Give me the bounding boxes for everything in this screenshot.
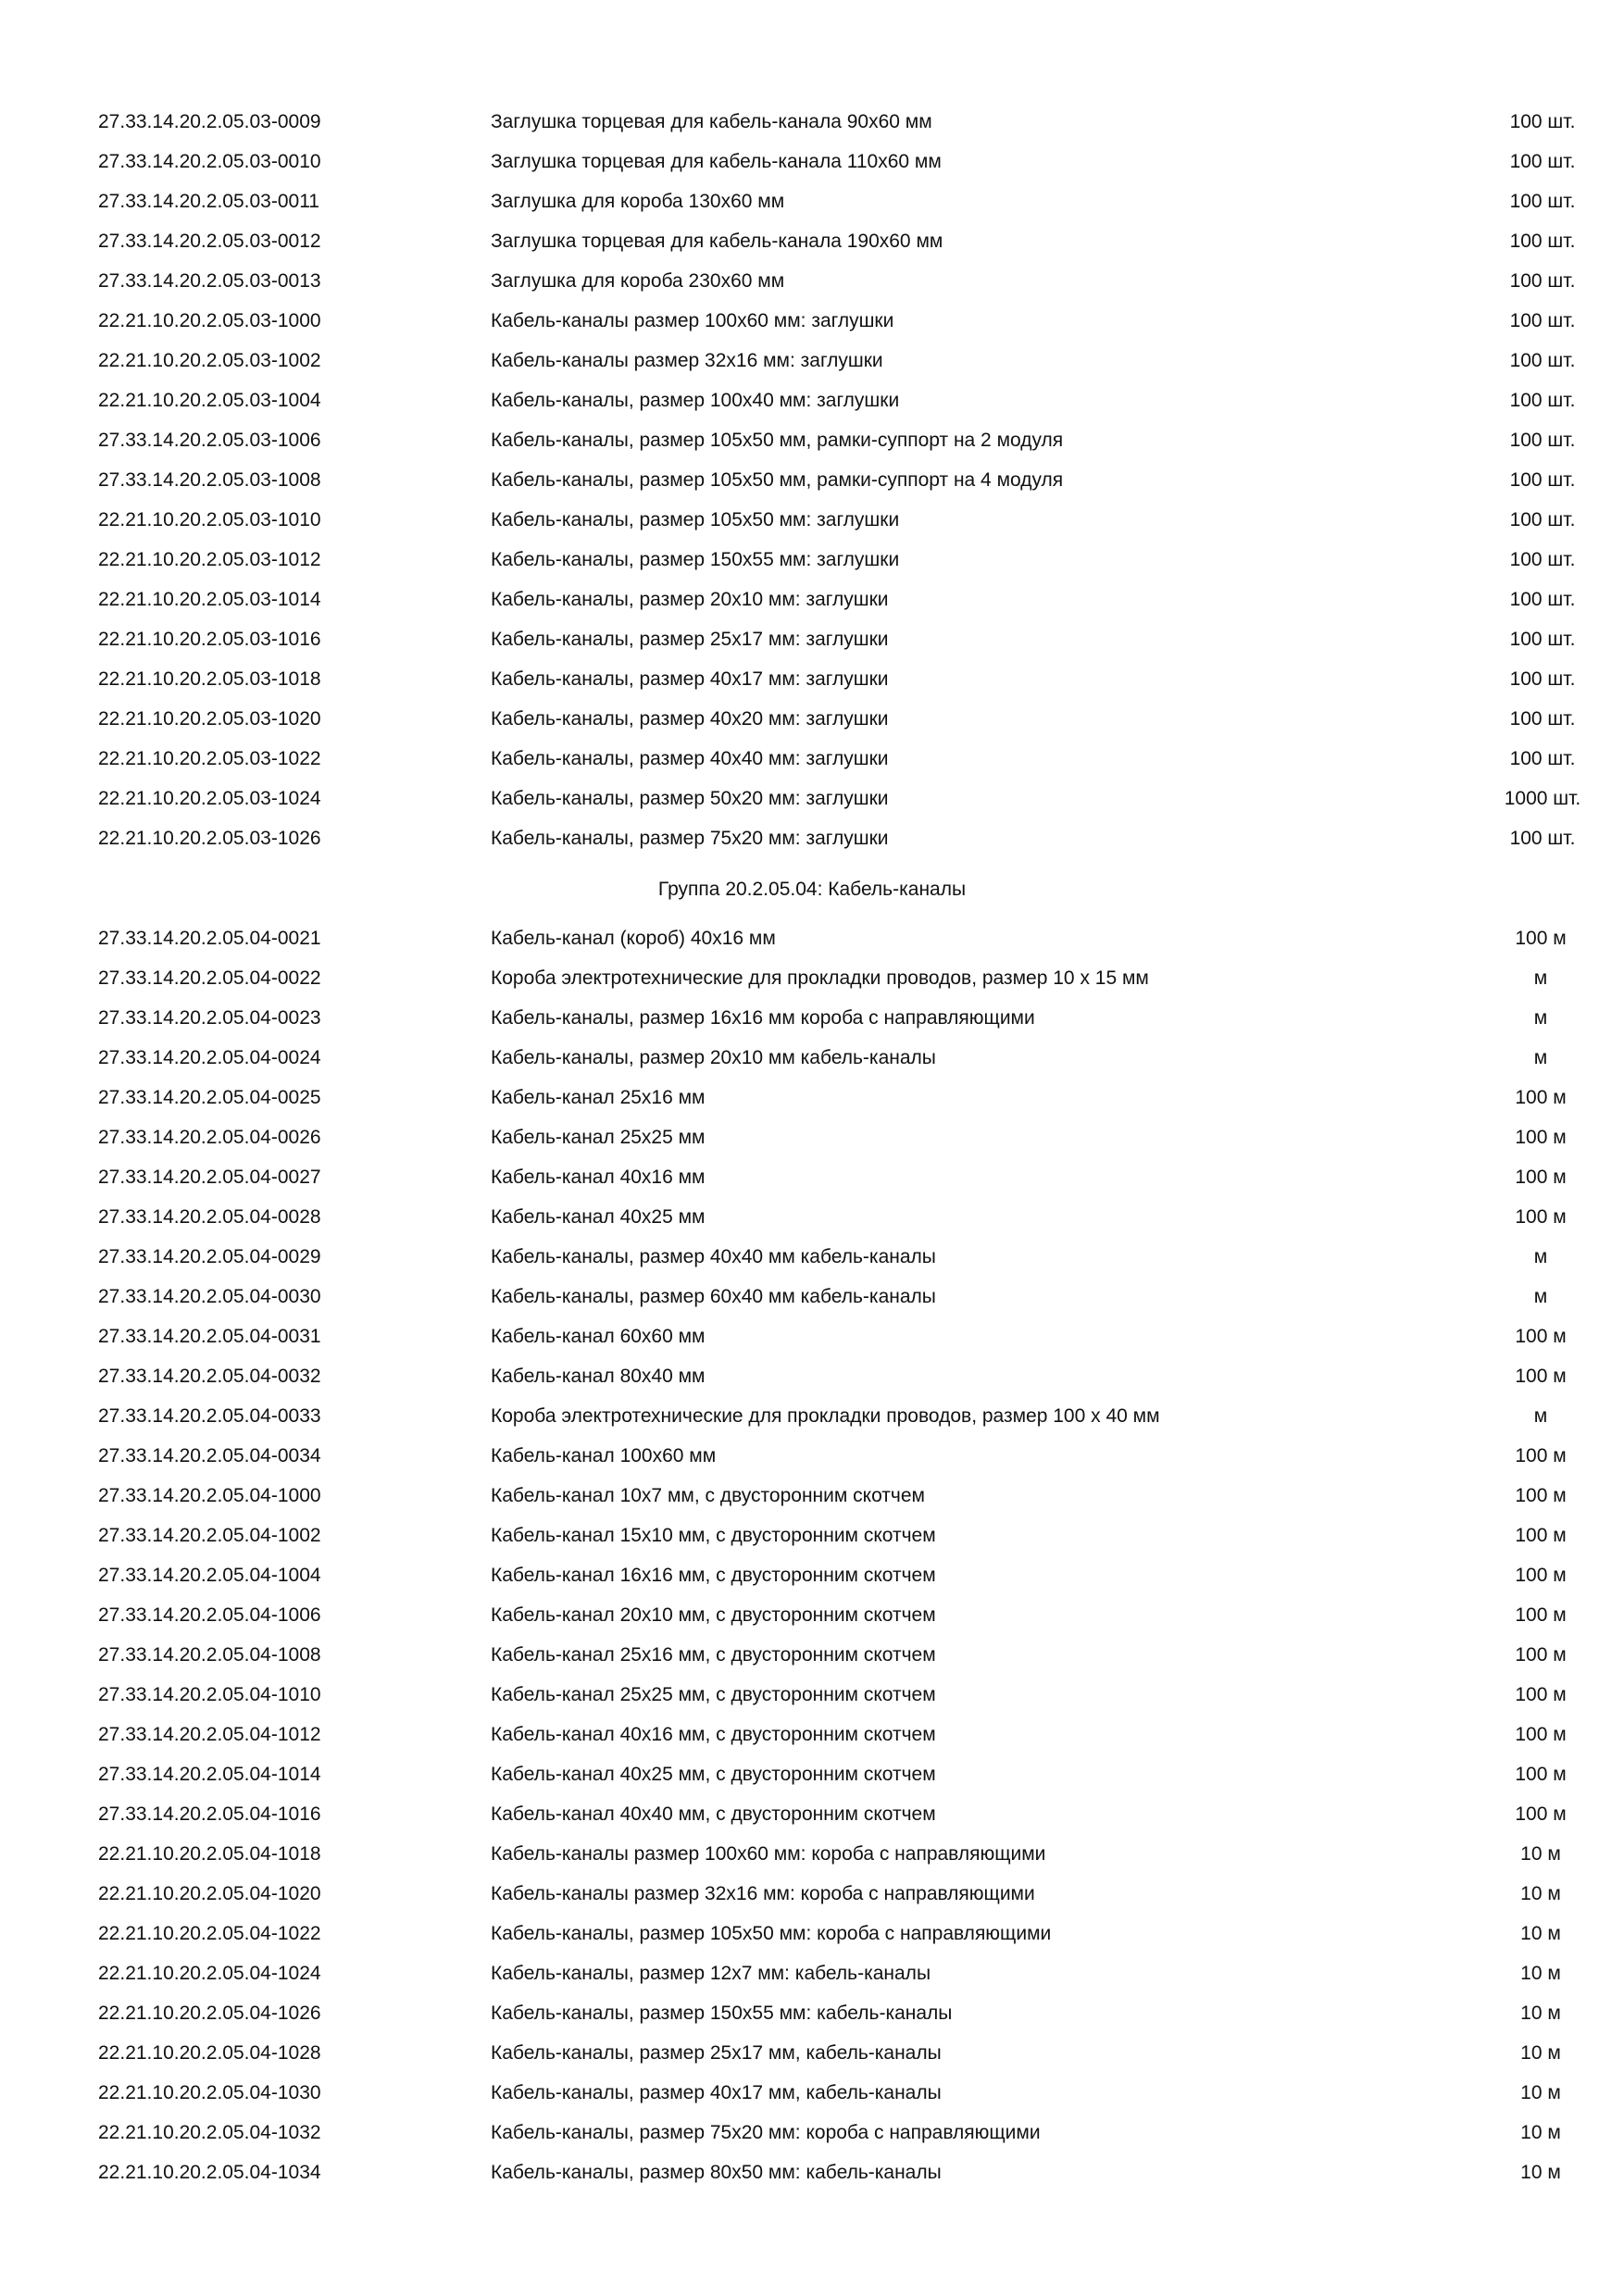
item-code: 27.33.14.20.2.05.04-0022 <box>98 967 321 989</box>
item-unit: 100 м <box>1515 1445 1567 1466</box>
item-code: 27.33.14.20.2.05.04-0033 <box>98 1405 321 1427</box>
item-code: 22.21.10.20.2.05.03-1018 <box>98 668 321 690</box>
item-name: Кабель-каналы размер 32х16 мм: короба с направляющими <box>491 1883 1035 1904</box>
item-unit: 100 м <box>1515 1167 1567 1188</box>
item-name: Кабель-канал 40х40 мм, с двусторонним скотчем <box>491 1803 936 1825</box>
table-row <box>0 301 1624 341</box>
table-row <box>0 102 1624 142</box>
item-name: Кабель-каналы, размер 100х40 мм: заглушки <box>491 390 900 411</box>
item-name: Кабель-каналы, размер 40х40 мм кабель-каналы <box>491 1246 936 1267</box>
table-row <box>0 460 1624 500</box>
item-code: 27.33.14.20.2.05.04-0031 <box>98 1326 321 1347</box>
table-row <box>0 580 1624 619</box>
item-code: 27.33.14.20.2.05.04-1004 <box>98 1565 321 1586</box>
item-unit: 1000 шт. <box>1504 788 1581 809</box>
item-name: Кабель-канал (короб) 40х16 мм <box>491 928 776 949</box>
item-unit: м <box>1533 1405 1548 1427</box>
item-code: 22.21.10.20.2.05.04-1022 <box>98 1923 321 1944</box>
item-name: Кабель-канал 40х16 мм <box>491 1167 706 1188</box>
item-unit: 100 шт. <box>1509 350 1576 371</box>
item-name: Кабель-каналы, размер 60х40 мм кабель-каналы <box>491 1286 936 1307</box>
item-code: 27.33.14.20.2.05.04-1006 <box>98 1604 321 1626</box>
item-unit: 10 м <box>1520 1963 1561 1984</box>
item-code: 27.33.14.20.2.05.03-0010 <box>98 151 321 172</box>
table-row <box>0 1316 1624 1356</box>
item-name: Кабель-канал 25х16 мм, с двусторонним скотчем <box>491 1644 936 1666</box>
item-unit: 100 шт. <box>1509 509 1576 530</box>
item-unit: 100 шт. <box>1509 828 1576 849</box>
item-unit: 100 м <box>1515 1206 1567 1228</box>
item-name: Кабель-канал 60х60 мм <box>491 1326 706 1347</box>
item-unit: 100 шт. <box>1509 151 1576 172</box>
price-list-section-1 <box>0 102 1624 858</box>
item-unit: 10 м <box>1520 1883 1561 1904</box>
item-unit: 100 шт. <box>1509 748 1576 769</box>
item-unit: 100 шт. <box>1509 231 1576 252</box>
table-row <box>0 420 1624 460</box>
table-row <box>0 2033 1624 2073</box>
item-code: 22.21.10.20.2.05.03-1020 <box>98 708 321 730</box>
table-row <box>0 779 1624 818</box>
item-unit: 100 м <box>1515 1087 1567 1108</box>
item-unit: м <box>1533 967 1548 989</box>
item-code: 27.33.14.20.2.05.04-1000 <box>98 1485 321 1506</box>
table-row <box>0 1874 1624 1914</box>
table-row <box>0 341 1624 381</box>
item-name: Кабель-каналы, размер 40х40 мм: заглушки <box>491 748 889 769</box>
item-code: 22.21.10.20.2.05.03-1010 <box>98 509 321 530</box>
item-name: Заглушка торцевая для кабель-канала 90х60 мм <box>491 111 932 132</box>
item-unit: 100 шт. <box>1509 549 1576 570</box>
item-unit: 100 шт. <box>1509 708 1576 730</box>
table-row <box>0 1635 1624 1675</box>
table-row <box>0 1436 1624 1476</box>
item-unit: 100 м <box>1515 1644 1567 1666</box>
item-unit: 10 м <box>1520 2122 1561 2143</box>
item-code: 27.33.14.20.2.05.04-0025 <box>98 1087 321 1108</box>
item-code: 27.33.14.20.2.05.04-0027 <box>98 1167 321 1188</box>
table-row <box>0 1516 1624 1555</box>
item-name: Кабель-канал 40х16 мм, с двусторонним скотчем <box>491 1724 936 1745</box>
item-name: Заглушка торцевая для кабель-канала 110х60 мм <box>491 151 942 172</box>
item-unit: 100 м <box>1515 1684 1567 1705</box>
table-row <box>0 1396 1624 1436</box>
table-row <box>0 221 1624 261</box>
table-row <box>0 500 1624 540</box>
table-row <box>0 381 1624 420</box>
item-code: 22.21.10.20.2.05.03-1022 <box>98 748 321 769</box>
item-name: Кабель-каналы, размер 105х50 мм: заглушки <box>491 509 900 530</box>
group-header: Группа 20.2.05.04: Кабель-каналы <box>657 879 967 900</box>
table-row <box>0 958 1624 998</box>
item-code: 27.33.14.20.2.05.04-0030 <box>98 1286 321 1307</box>
item-code: 22.21.10.20.2.05.03-1004 <box>98 390 321 411</box>
item-name: Кабель-каналы, размер 50х20 мм: заглушки <box>491 788 889 809</box>
item-unit: 100 шт. <box>1509 191 1576 212</box>
item-unit: м <box>1533 1246 1548 1267</box>
table-row <box>0 619 1624 659</box>
item-unit: 100 шт. <box>1509 111 1576 132</box>
item-code: 27.33.14.20.2.05.04-1008 <box>98 1644 321 1666</box>
item-code: 22.21.10.20.2.05.04-1028 <box>98 2042 321 2064</box>
table-row <box>0 739 1624 779</box>
table-row <box>0 659 1624 699</box>
item-name: Кабель-канал 25х16 мм <box>491 1087 706 1108</box>
table-row <box>0 540 1624 580</box>
item-code: 27.33.14.20.2.05.03-0009 <box>98 111 321 132</box>
item-name: Кабель-каналы, размер 75х20 мм: короба с направляющими <box>491 2122 1041 2143</box>
item-code: 27.33.14.20.2.05.04-0028 <box>98 1206 321 1228</box>
item-name: Кабель-каналы, размер 12х7 мм: кабель-каналы <box>491 1963 931 1984</box>
price-list-section-2 <box>0 918 1624 2192</box>
item-name: Кабель-каналы, размер 20х10 мм: заглушки <box>491 589 889 610</box>
table-row <box>0 1078 1624 1117</box>
table-row <box>0 1356 1624 1396</box>
item-unit: 100 м <box>1515 1127 1567 1148</box>
table-row <box>0 1595 1624 1635</box>
item-unit: 100 м <box>1515 1764 1567 1785</box>
item-name: Кабель-каналы, размер 150х55 мм: заглушки <box>491 549 900 570</box>
table-row <box>0 1197 1624 1237</box>
table-row <box>0 1993 1624 2033</box>
item-name: Кабель-каналы, размер 105х50 мм: короба с направляющими <box>491 1923 1052 1944</box>
item-name: Кабель-каналы размер 100х60 мм: короба с направляющими <box>491 1843 1046 1865</box>
item-unit: 100 м <box>1515 928 1567 949</box>
item-code: 27.33.14.20.2.05.03-1006 <box>98 430 321 451</box>
item-name: Кабель-канал 25х25 мм, с двусторонним скотчем <box>491 1684 936 1705</box>
item-code: 27.33.14.20.2.05.04-0021 <box>98 928 321 949</box>
table-row <box>0 142 1624 181</box>
table-row <box>0 1953 1624 1993</box>
item-unit: 10 м <box>1520 2042 1561 2064</box>
item-code: 22.21.10.20.2.05.03-1002 <box>98 350 321 371</box>
item-code: 27.33.14.20.2.05.04-1002 <box>98 1525 321 1546</box>
item-unit: 100 м <box>1515 1525 1567 1546</box>
item-code: 27.33.14.20.2.05.03-0013 <box>98 270 321 292</box>
item-name: Кабель-канал 10х7 мм, с двусторонним скотчем <box>491 1485 925 1506</box>
table-row <box>0 1117 1624 1157</box>
table-row <box>0 918 1624 958</box>
item-code: 22.21.10.20.2.05.03-1012 <box>98 549 321 570</box>
item-unit: м <box>1533 1007 1548 1029</box>
item-code: 27.33.14.20.2.05.04-0026 <box>98 1127 321 1148</box>
table-row <box>0 699 1624 739</box>
item-name: Кабель-каналы размер 32х16 мм: заглушки <box>491 350 883 371</box>
item-code: 22.21.10.20.2.05.03-1024 <box>98 788 321 809</box>
item-unit: 100 шт. <box>1509 430 1576 451</box>
item-unit: 10 м <box>1520 2082 1561 2103</box>
item-name: Кабель-каналы, размер 20х10 мм кабель-каналы <box>491 1047 936 1068</box>
item-name: Кабель-каналы, размер 40х20 мм: заглушки <box>491 708 889 730</box>
item-name: Заглушка для короба 130х60 мм <box>491 191 785 212</box>
item-unit: 100 шт. <box>1509 390 1576 411</box>
item-code: 22.21.10.20.2.05.04-1024 <box>98 1963 321 1984</box>
item-name: Кабель-канал 100х60 мм <box>491 1445 717 1466</box>
table-row <box>0 1038 1624 1078</box>
item-name: Кабель-каналы, размер 25х17 мм, кабель-каналы <box>491 2042 942 2064</box>
item-code: 27.33.14.20.2.05.04-0029 <box>98 1246 321 1267</box>
item-unit: 10 м <box>1520 1923 1561 1944</box>
item-code: 27.33.14.20.2.05.04-0023 <box>98 1007 321 1029</box>
item-name: Кабель-канал 16х16 мм, с двусторонним скотчем <box>491 1565 936 1586</box>
table-row <box>0 998 1624 1038</box>
item-unit: 10 м <box>1520 1843 1561 1865</box>
item-code: 22.21.10.20.2.05.04-1026 <box>98 2003 321 2024</box>
item-code: 22.21.10.20.2.05.03-1014 <box>98 589 321 610</box>
item-code: 22.21.10.20.2.05.04-1034 <box>98 2162 321 2183</box>
item-name: Кабель-каналы, размер 40х17 мм: заглушки <box>491 668 889 690</box>
item-name: Кабель-канал 15х10 мм, с двусторонним скотчем <box>491 1525 936 1546</box>
item-unit: 10 м <box>1520 2003 1561 2024</box>
item-code: 22.21.10.20.2.05.03-1026 <box>98 828 321 849</box>
item-name: Кабель-каналы размер 100х60 мм: заглушки <box>491 310 894 331</box>
table-row <box>0 2113 1624 2152</box>
item-unit: 100 шт. <box>1509 270 1576 292</box>
item-code: 22.21.10.20.2.05.03-1000 <box>98 310 321 331</box>
table-row <box>0 1794 1624 1834</box>
item-unit: 100 м <box>1515 1803 1567 1825</box>
table-row <box>0 1675 1624 1715</box>
item-name: Кабель-каналы, размер 105х50 мм, рамки-суппорт на 4 модуля <box>491 469 1064 491</box>
table-row <box>0 1157 1624 1197</box>
item-name: Кабель-каналы, размер 80х50 мм: кабель-каналы <box>491 2162 942 2183</box>
item-unit: 100 м <box>1515 1565 1567 1586</box>
table-row <box>0 1914 1624 1953</box>
table-row <box>0 1277 1624 1316</box>
table-row <box>0 2152 1624 2192</box>
item-code: 27.33.14.20.2.05.04-1012 <box>98 1724 321 1745</box>
table-row <box>0 1237 1624 1277</box>
item-code: 27.33.14.20.2.05.04-1016 <box>98 1803 321 1825</box>
table-row <box>0 1715 1624 1754</box>
item-unit: 100 шт. <box>1509 629 1576 650</box>
item-unit: 100 м <box>1515 1485 1567 1506</box>
item-unit: 100 м <box>1515 1366 1567 1387</box>
table-row <box>0 1834 1624 1874</box>
table-row <box>0 1476 1624 1516</box>
item-name: Заглушка торцевая для кабель-канала 190х60 мм <box>491 231 943 252</box>
item-code: 27.33.14.20.2.05.04-0034 <box>98 1445 321 1466</box>
item-name: Кабель-каналы, размер 25х17 мм: заглушки <box>491 629 889 650</box>
item-code: 22.21.10.20.2.05.03-1016 <box>98 629 321 650</box>
table-row <box>0 818 1624 858</box>
item-unit: м <box>1533 1286 1548 1307</box>
table-row <box>0 261 1624 301</box>
item-name: Кабель-канал 80х40 мм <box>491 1366 706 1387</box>
item-name: Кабель-канал 40х25 мм <box>491 1206 706 1228</box>
item-unit: 100 шт. <box>1509 469 1576 491</box>
item-unit: 100 м <box>1515 1604 1567 1626</box>
item-code: 22.21.10.20.2.05.04-1018 <box>98 1843 321 1865</box>
item-code: 22.21.10.20.2.05.04-1020 <box>98 1883 321 1904</box>
item-name: Заглушка для короба 230х60 мм <box>491 270 785 292</box>
item-code: 22.21.10.20.2.05.04-1030 <box>98 2082 321 2103</box>
item-code: 27.33.14.20.2.05.03-0012 <box>98 231 321 252</box>
table-row <box>0 1555 1624 1595</box>
table-row <box>0 181 1624 221</box>
item-code: 27.33.14.20.2.05.04-0024 <box>98 1047 321 1068</box>
item-name: Кабель-каналы, размер 105х50 мм, рамки-суппорт на 2 модуля <box>491 430 1064 451</box>
item-unit: 100 м <box>1515 1724 1567 1745</box>
item-name: Кабель-каналы, размер 150х55 мм: кабель-каналы <box>491 2003 953 2024</box>
item-code: 27.33.14.20.2.05.03-0011 <box>98 191 319 212</box>
item-code: 22.21.10.20.2.05.04-1032 <box>98 2122 321 2143</box>
item-unit: 10 м <box>1520 2162 1561 2183</box>
item-name: Кабель-каналы, размер 16х16 мм короба с направляющими <box>491 1007 1035 1029</box>
item-code: 27.33.14.20.2.05.03-1008 <box>98 469 321 491</box>
item-code: 27.33.14.20.2.05.04-1014 <box>98 1764 321 1785</box>
item-code: 27.33.14.20.2.05.04-0032 <box>98 1366 321 1387</box>
item-unit: 100 шт. <box>1509 310 1576 331</box>
item-name: Кабель-каналы, размер 40х17 мм, кабель-каналы <box>491 2082 942 2103</box>
item-unit: 100 м <box>1515 1326 1567 1347</box>
item-name: Кабель-канал 25х25 мм <box>491 1127 706 1148</box>
table-row <box>0 2073 1624 2113</box>
item-name: Кабель-канал 20х10 мм, с двусторонним скотчем <box>491 1604 936 1626</box>
item-name: Короба электротехнические для прокладки проводов, размер 10 х 15 мм <box>491 967 1149 989</box>
item-unit: м <box>1533 1047 1548 1068</box>
table-row <box>0 1754 1624 1794</box>
item-name: Кабель-канал 40х25 мм, с двусторонним скотчем <box>491 1764 936 1785</box>
item-code: 27.33.14.20.2.05.04-1010 <box>98 1684 321 1705</box>
item-name: Короба электротехнические для прокладки проводов, размер 100 х 40 мм <box>491 1405 1160 1427</box>
item-unit: 100 шт. <box>1509 668 1576 690</box>
item-unit: 100 шт. <box>1509 589 1576 610</box>
item-name: Кабель-каналы, размер 75х20 мм: заглушки <box>491 828 889 849</box>
